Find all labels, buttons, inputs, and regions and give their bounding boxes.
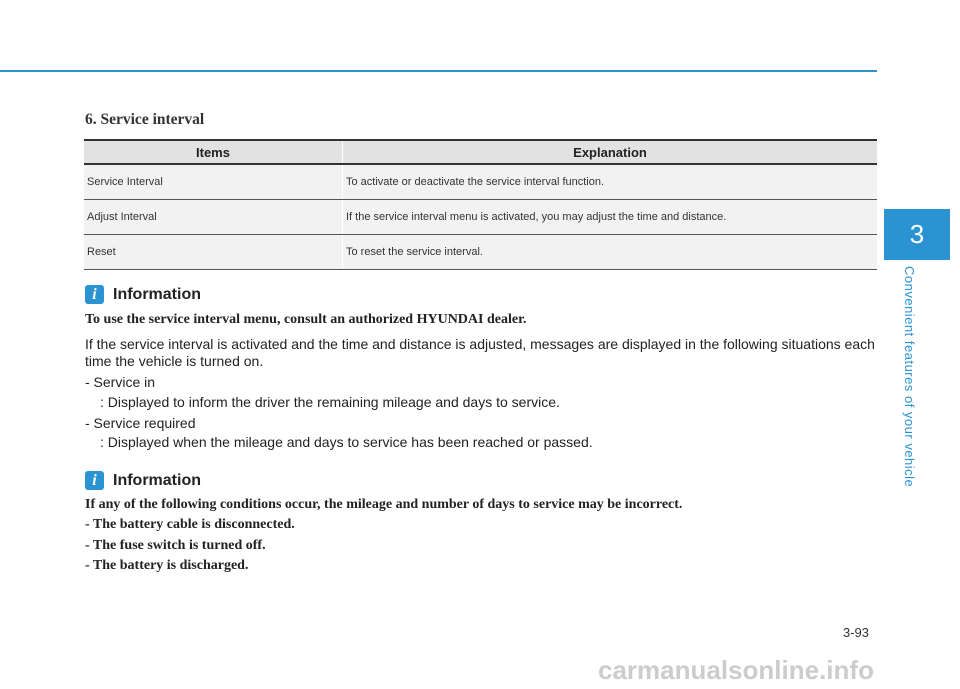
service-interval-table bbox=[84, 139, 877, 270]
table-cell-item: Adjust Interval bbox=[84, 200, 343, 235]
table-header-row bbox=[84, 140, 877, 164]
header-explanation: Explanation bbox=[573, 144, 647, 160]
list-item: - The fuse switch is turned off. bbox=[85, 538, 266, 553]
list-item-label: - Service required bbox=[85, 415, 196, 431]
table-cell-explanation: If the service interval menu is activated, you may adjust the time and distance. bbox=[343, 200, 878, 235]
table-cell-explanation: To reset the service interval. bbox=[343, 235, 878, 270]
table-row bbox=[84, 200, 877, 235]
info-lead: To use the service interval menu, consult an authorized HYUNDAI dealer. bbox=[85, 312, 527, 327]
table-cell-explanation: To activate or deactivate the service interval function. bbox=[343, 164, 878, 200]
chapter-label: Convenient features of your vehicle bbox=[902, 266, 917, 488]
info-icon: i bbox=[85, 471, 104, 490]
table-cell-item: Service Interval bbox=[84, 164, 343, 200]
info-heading-2 bbox=[85, 471, 201, 490]
chapter-tab: 3 bbox=[884, 209, 950, 260]
list-item-label: - Service in bbox=[85, 374, 156, 390]
header-items: Items bbox=[84, 140, 343, 164]
info-lead: If any of the following conditions occur, the mileage and number of days to service may be incorrect. bbox=[85, 497, 683, 512]
section-title: 6. Service interval bbox=[85, 111, 205, 128]
watermark: carmanualsonline.info bbox=[598, 655, 874, 685]
table-cell-item: Reset bbox=[84, 235, 343, 270]
list-item: - The battery cable is disconnected. bbox=[85, 517, 295, 532]
list-item: - The battery is discharged. bbox=[85, 558, 249, 573]
info-title: Information bbox=[113, 471, 201, 489]
list-item-desc: : Displayed when the mileage and days to service has been reached or passed. bbox=[100, 434, 593, 450]
top-rule bbox=[0, 70, 877, 72]
info-heading-1 bbox=[85, 285, 201, 304]
info-body: If the service interval is activated and the time and distance is adjusted, messages are displayed in the following situations each time the vehicle is turned on. bbox=[85, 336, 875, 369]
table-row bbox=[84, 235, 877, 270]
list-item-desc: : Displayed to inform the driver the remaining mileage and days to service. bbox=[100, 394, 560, 410]
info-title: Information bbox=[113, 285, 201, 303]
info-icon: i bbox=[85, 285, 104, 304]
table-row bbox=[84, 164, 877, 200]
page-number: 3-93 bbox=[843, 625, 870, 640]
